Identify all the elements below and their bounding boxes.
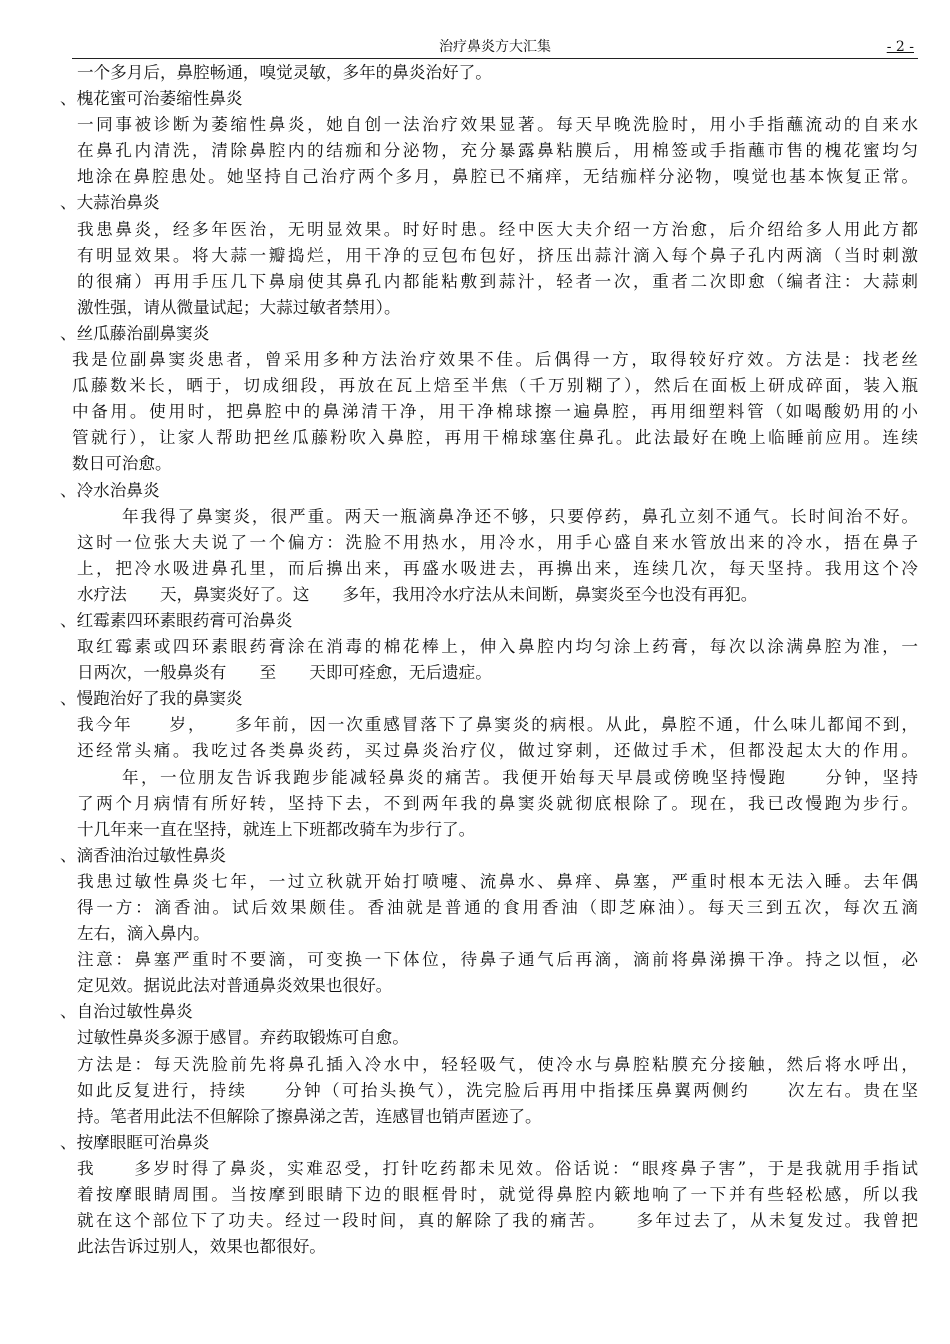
text-line: 这时一位张大夫说了一个偏方：洗脸不用热水，用冷水，用手心盛自来水管放出来的冷水，捂在鼻子 [77,532,918,552]
document-body [60,60,918,1260]
text-line: 瓜藤数米长，晒于，切成细段，再放在瓦上焙至半焦（千万别糊了），然后在面板上研成碎面，装入瓶 [72,376,918,396]
section-heading: 、大蒜治鼻炎 [60,193,160,213]
text-line: 我是位副鼻窦炎患者，曾采用多种方法治疗效果不佳。后偶得一方，取得较好疗效。方法是：找老丝 [72,350,918,370]
text-line: 得一方：滴香油。试后效果颇佳。香油就是普通的食用香油（即芝麻油）。每天三到五次，每次五滴 [77,898,918,917]
text-line: 注意：鼻塞严重时不要滴，可变换一下体位，待鼻子通气后再滴，滴前将鼻涕擤干净。持之以恒，必 [77,950,918,970]
text-line: 持。笔者用此法不但解除了擦鼻涕之苦，连感冒也销声匿迹了。 [77,1106,542,1126]
text-line: 还经常头痛。我吃过各类鼻炎药，买过鼻炎治疗仪，做过穿刺，还做过手术，但都没起太大的作用。 [77,741,918,761]
section-heading: 、自治过敏性鼻炎 [60,1002,193,1022]
text-line: 定见效。据说此法对普通鼻炎效果也很好。 [77,976,393,996]
text-line: 取红霉素或四环素眼药膏涂在消毒的棉花棒上，伸入鼻腔内均匀涂上药膏，每次以涂满鼻腔为准，一 [77,637,918,657]
text-line: 上，把冷水吸进鼻孔里，而后擤出来，再盛水吸进去，再擤出来，连续几次，每天坚持。我用这个冷 [77,558,918,578]
section-heading: 、丝瓜藤治副鼻窦炎 [60,323,210,343]
text-line: 年我得了鼻窦炎，很严重。两天一瓶滴鼻净还不够，只要停药，鼻孔立刻不通气。长时间治不好。 [122,506,918,526]
page-number: - 2 - [886,39,914,55]
text-line: 此法告诉过别人，效果也都很好。 [77,1237,326,1257]
text-line: 了两个月病情有所好转，坚持下去，不到两年我的鼻窦炎就彻底根除了。现在，我已改慢跑为步行。 [77,793,918,813]
text-line: 一同事被诊断为萎缩性鼻炎，她自创一法治疗效果显著。每天早晚洗脸时，用小手指蘸流动的自来水 [77,115,918,135]
header-title: 治疗鼻炎方大汇集 [439,39,551,55]
text-line: 水疗法 天，鼻窦炎好了。这 多年，我用冷水疗法从未间断，鼻窦炎至今也没有再犯。 [77,584,758,604]
section-heading: 、按摩眼眶可治鼻炎 [60,1132,210,1152]
text-line: 中备用。使用时，把鼻腔中的鼻涕清干净，用干净棉球擦一遍鼻腔，再用细塑料管（如喝酸奶用的小 [72,402,918,422]
text-line: 激性强，请从微量试起；大蒜过敏者禁用）。 [77,297,401,317]
section-heading: 、冷水治鼻炎 [60,480,160,500]
text-line: 如此反复进行，持续 分钟（可抬头换气），洗完脸后再用中指揉压鼻翼两侧约 次左右。贵在坚 [77,1080,918,1100]
text-line: 方法是：每天洗脸前先将鼻孔插入冷水中，轻轻吸气，使冷水与鼻腔粘膜充分接触，然后将水呼出， [77,1054,918,1074]
text-line: 我 多岁时得了鼻炎，实难忍受，打针吃药都未见效。俗话说：“眼疼鼻子害”，于是我就用手指试 [77,1158,918,1178]
text-line: 数日可治愈。 [72,454,172,474]
text-line: 十几年来一直在坚持，就连上下班都改骑车为步行了。 [77,819,476,839]
text-line: 管就行），让家人帮助把丝瓜藤粉吹入鼻腔，再用干棉球塞住鼻孔。此法最好在晚上临睡前应用。连续 [72,428,918,448]
text-line: 一个多月后，鼻腔畅通，嗅觉灵敏，多年的鼻炎治好了。 [77,63,492,82]
section-heading: 、滴香油治过敏性鼻炎 [60,845,226,865]
text-line: 的很痛）再用手压几下鼻扇使其鼻孔内都能粘敷到蒜汁，轻者一次，重者二次即愈（编者注：大蒜刺 [77,271,918,291]
page-header [72,38,918,59]
text-line: 就在这个部位下了功夫。经过一段时间，真的解除了我的痛苦。 多年过去了，从未复发过。我曾把 [77,1211,918,1231]
section-heading: 、慢跑治好了我的鼻窦炎 [60,689,243,709]
text-line: 有明显效果。将大蒜一瓣捣烂，用干净的豆包布包好，挤压出蒜汁滴入每个鼻子孔内两滴（当时刺激 [77,245,918,265]
text-line: 我今年 岁， 多年前，因一次重感冒落下了鼻窦炎的病根。从此，鼻腔不通，什么味儿都闻不到， [77,715,918,735]
text-line: 在鼻孔内清洗，清除鼻腔内的结痂和分泌物，充分暴露鼻粘膜后，用棉签或手指蘸市售的槐花蜜均匀 [77,141,918,161]
text-line: 我患过敏性鼻炎七年，一过立秋就开始打喷嚏、流鼻水、鼻痒、鼻塞，严重时根本无法入睡。去年偶 [77,871,918,891]
text-line: 着按摩眼睛周围。当按摩到眼睛下边的眼框骨时，就觉得鼻腔内簌地响了一下并有些轻松感，所以我 [77,1185,918,1205]
section-heading: 、红霉素四环素眼药膏可治鼻炎 [60,610,293,630]
text-line: 地涂在鼻腔患处。她坚持自己治疗两个多月，鼻腔已不痛痒，无结痂样分泌物，嗅觉也基本恢复正常。 [77,167,918,187]
text-line: 过敏性鼻炎多源于感冒。弃药取锻炼可自愈。 [77,1028,409,1048]
text-line: 我患鼻炎，经多年医治，无明显效果。时好时患。经中医大夫介绍一方治愈，后介绍给多人用此方都 [77,219,918,239]
text-line: 年，一位朋友告诉我跑步能减轻鼻炎的痛苦。我便开始每天早晨或傍晚坚持慢跑 分钟，坚持 [122,767,918,787]
text-line: 日两次，一般鼻炎有 至 天即可痊愈，无后遗症。 [77,663,492,683]
text-line: 左右，滴入鼻内。 [77,924,210,944]
section-heading: 、槐花蜜可治萎缩性鼻炎 [60,89,243,109]
